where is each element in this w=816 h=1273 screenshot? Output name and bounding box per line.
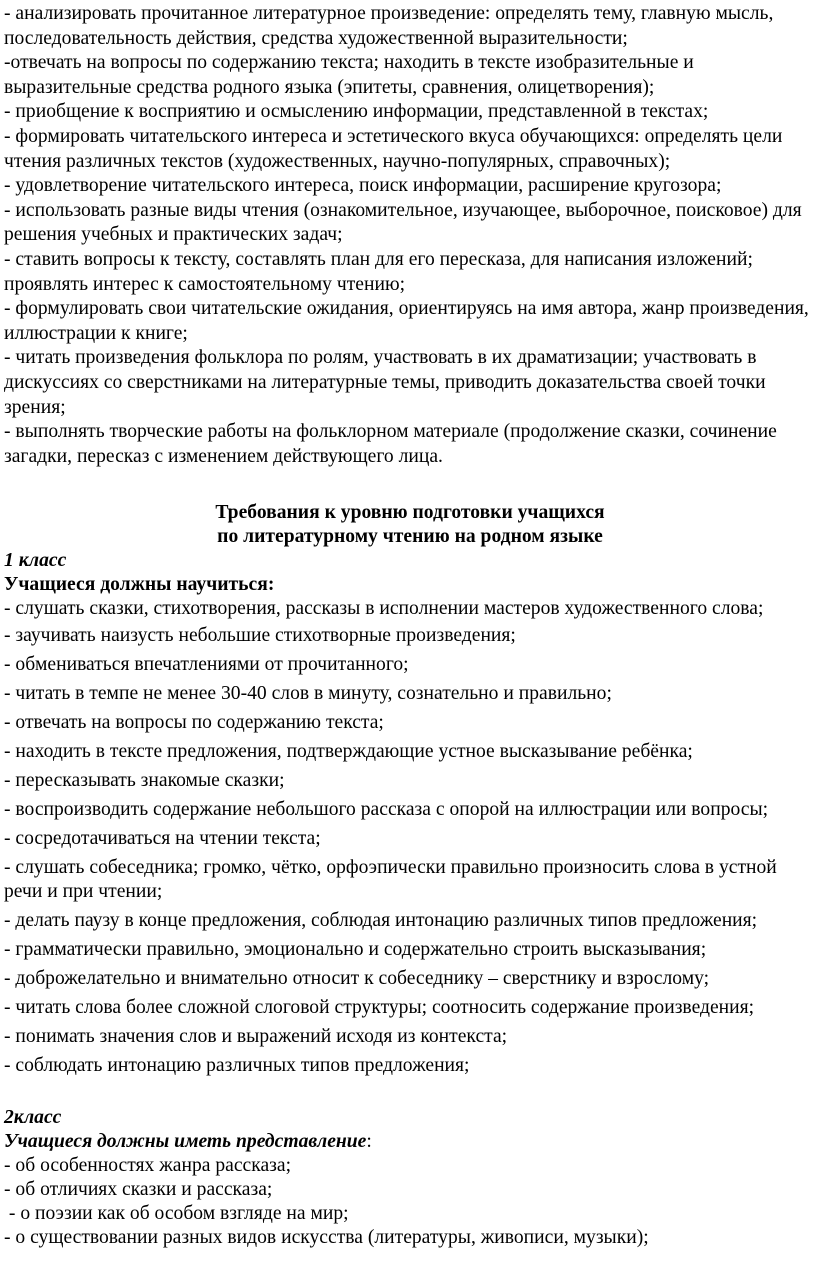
grade2-heading: Учащиеся должны иметь представление	[4, 1131, 367, 1153]
grade1-label: 1 класс	[4, 550, 67, 572]
grade2-item: - о поэзии как об особом взгляде на мир;	[4, 1203, 349, 1225]
grade2-label: 2класс	[4, 1107, 62, 1129]
intro-item: - ставить вопросы к тексту, составлять план для его пересказа, для написания изложений; проявлять интерес к самостоятельному чтению;	[4, 248, 753, 295]
spacer	[4, 1080, 816, 1106]
intro-item: - анализировать прочитанное литературное произведение: определять тему, главную мысль, последовательность действия, средства художественной выразительности;	[4, 3, 774, 49]
intro-item: - приобщение к восприятию и осмыслению информации, представленной в текстах;	[4, 101, 709, 123]
intro-item: -отвечать на вопросы по содержанию текста; находить в тексте изобразительные и выразительные средства родного языка (эпитеты, сравнения, олицетворения);	[4, 52, 694, 98]
grade2-heading-line	[4, 1130, 816, 1154]
requirements-title-line1: Требования к уровню подготовки учащихся	[215, 502, 605, 524]
grade2-item: - об особенностях жанра рассказа;	[4, 1155, 292, 1177]
grade2-list	[4, 1154, 816, 1250]
grade1-item: - доброжелательно и внимательно относит к собеседнику – сверстнику и взрослому;	[4, 967, 710, 989]
grade1-item: - сосредотачиваться на чтении текста;	[4, 827, 321, 849]
intro-item: - читать произведения фольклора по ролям, участвовать в их драматизации; участвовать в дискуссиях со сверстниками на литературные темы, приводить доказательства своей точки зрения;	[4, 347, 766, 418]
grade1-item: - обмениваться впечатлениями от прочитанного;	[4, 653, 409, 675]
requirements-title-line2: по литературному чтению на родном языке	[217, 526, 603, 548]
intro-item: - выполнять творческие работы на фольклорном материале (продолжение сказки, сочинение загадки, пересказ с изменением действующего лица.	[4, 421, 777, 467]
grade1-item: - воспроизводить содержание небольшого рассказа с опорой на иллюстрации или вопросы;	[4, 798, 769, 820]
grade1-item: - читать слова более сложной слоговой структуры; соотносить содержание произведения;	[4, 996, 755, 1018]
grade2-item: - о существовании разных видов искусства (литературы, живописи, музыки);	[4, 1227, 649, 1249]
grade1-list	[4, 597, 816, 1080]
grade1-item: - отвечать на вопросы по содержанию текста;	[4, 711, 384, 733]
intro-item: - формулировать свои читательские ожидания, ориентируясь на имя автора, жанр произведения, иллюстрации к книге;	[4, 298, 809, 344]
grade1-item: - находить в тексте предложения, подтверждающие устное высказывание ребёнка;	[4, 740, 693, 762]
grade1-item: - понимать значения слов и выражений исходя из контекста;	[4, 1025, 508, 1047]
spacer	[4, 469, 816, 501]
grade1-item: - пересказывать знакомые сказки;	[4, 769, 285, 791]
grade1-item: - делать паузу в конце предложения, соблюдая интонацию различных типов предложения;	[4, 909, 758, 931]
grade1-item: - читать в темпе не менее 30-40 слов в минуту, сознательно и правильно;	[4, 682, 612, 704]
grade1-item: - заучивать наизусть небольшие стихотворные произведения;	[4, 624, 516, 646]
grade1-item: - слушать сказки, стихотворения, рассказы в исполнении мастеров художественного слова;	[4, 598, 764, 620]
intro-item: - формировать читательского интереса и эстетического вкуса обучающихся: определять цели чтения различных текстов (художественных, научно-популярных, справочных);	[4, 125, 783, 172]
grade2-heading-colon: :	[366, 1131, 372, 1153]
grade1-item: - грамматически правильно, эмоционально и содержательно строить высказывания;	[4, 938, 707, 960]
intro-list	[4, 2, 816, 469]
grade1-item: - соблюдать интонацию различных типов предложения;	[4, 1054, 470, 1076]
grade1-item: - слушать собеседника; громко, чётко, орфоэпически правильно произносить слова в устной речи и при чтении;	[4, 856, 777, 902]
intro-item: - использовать разные виды чтения (ознакомительное, изучающее, выборочное, поисковое) для решения учебных и практических задач;	[4, 199, 802, 246]
grade1-heading: Учащиеся должны научиться:	[4, 574, 275, 596]
grade2-item: - об отличиях сказки и рассказа;	[4, 1179, 273, 1201]
intro-item: - удовлетворение читательского интереса, поиск информации, расширение кругозора;	[4, 175, 722, 197]
